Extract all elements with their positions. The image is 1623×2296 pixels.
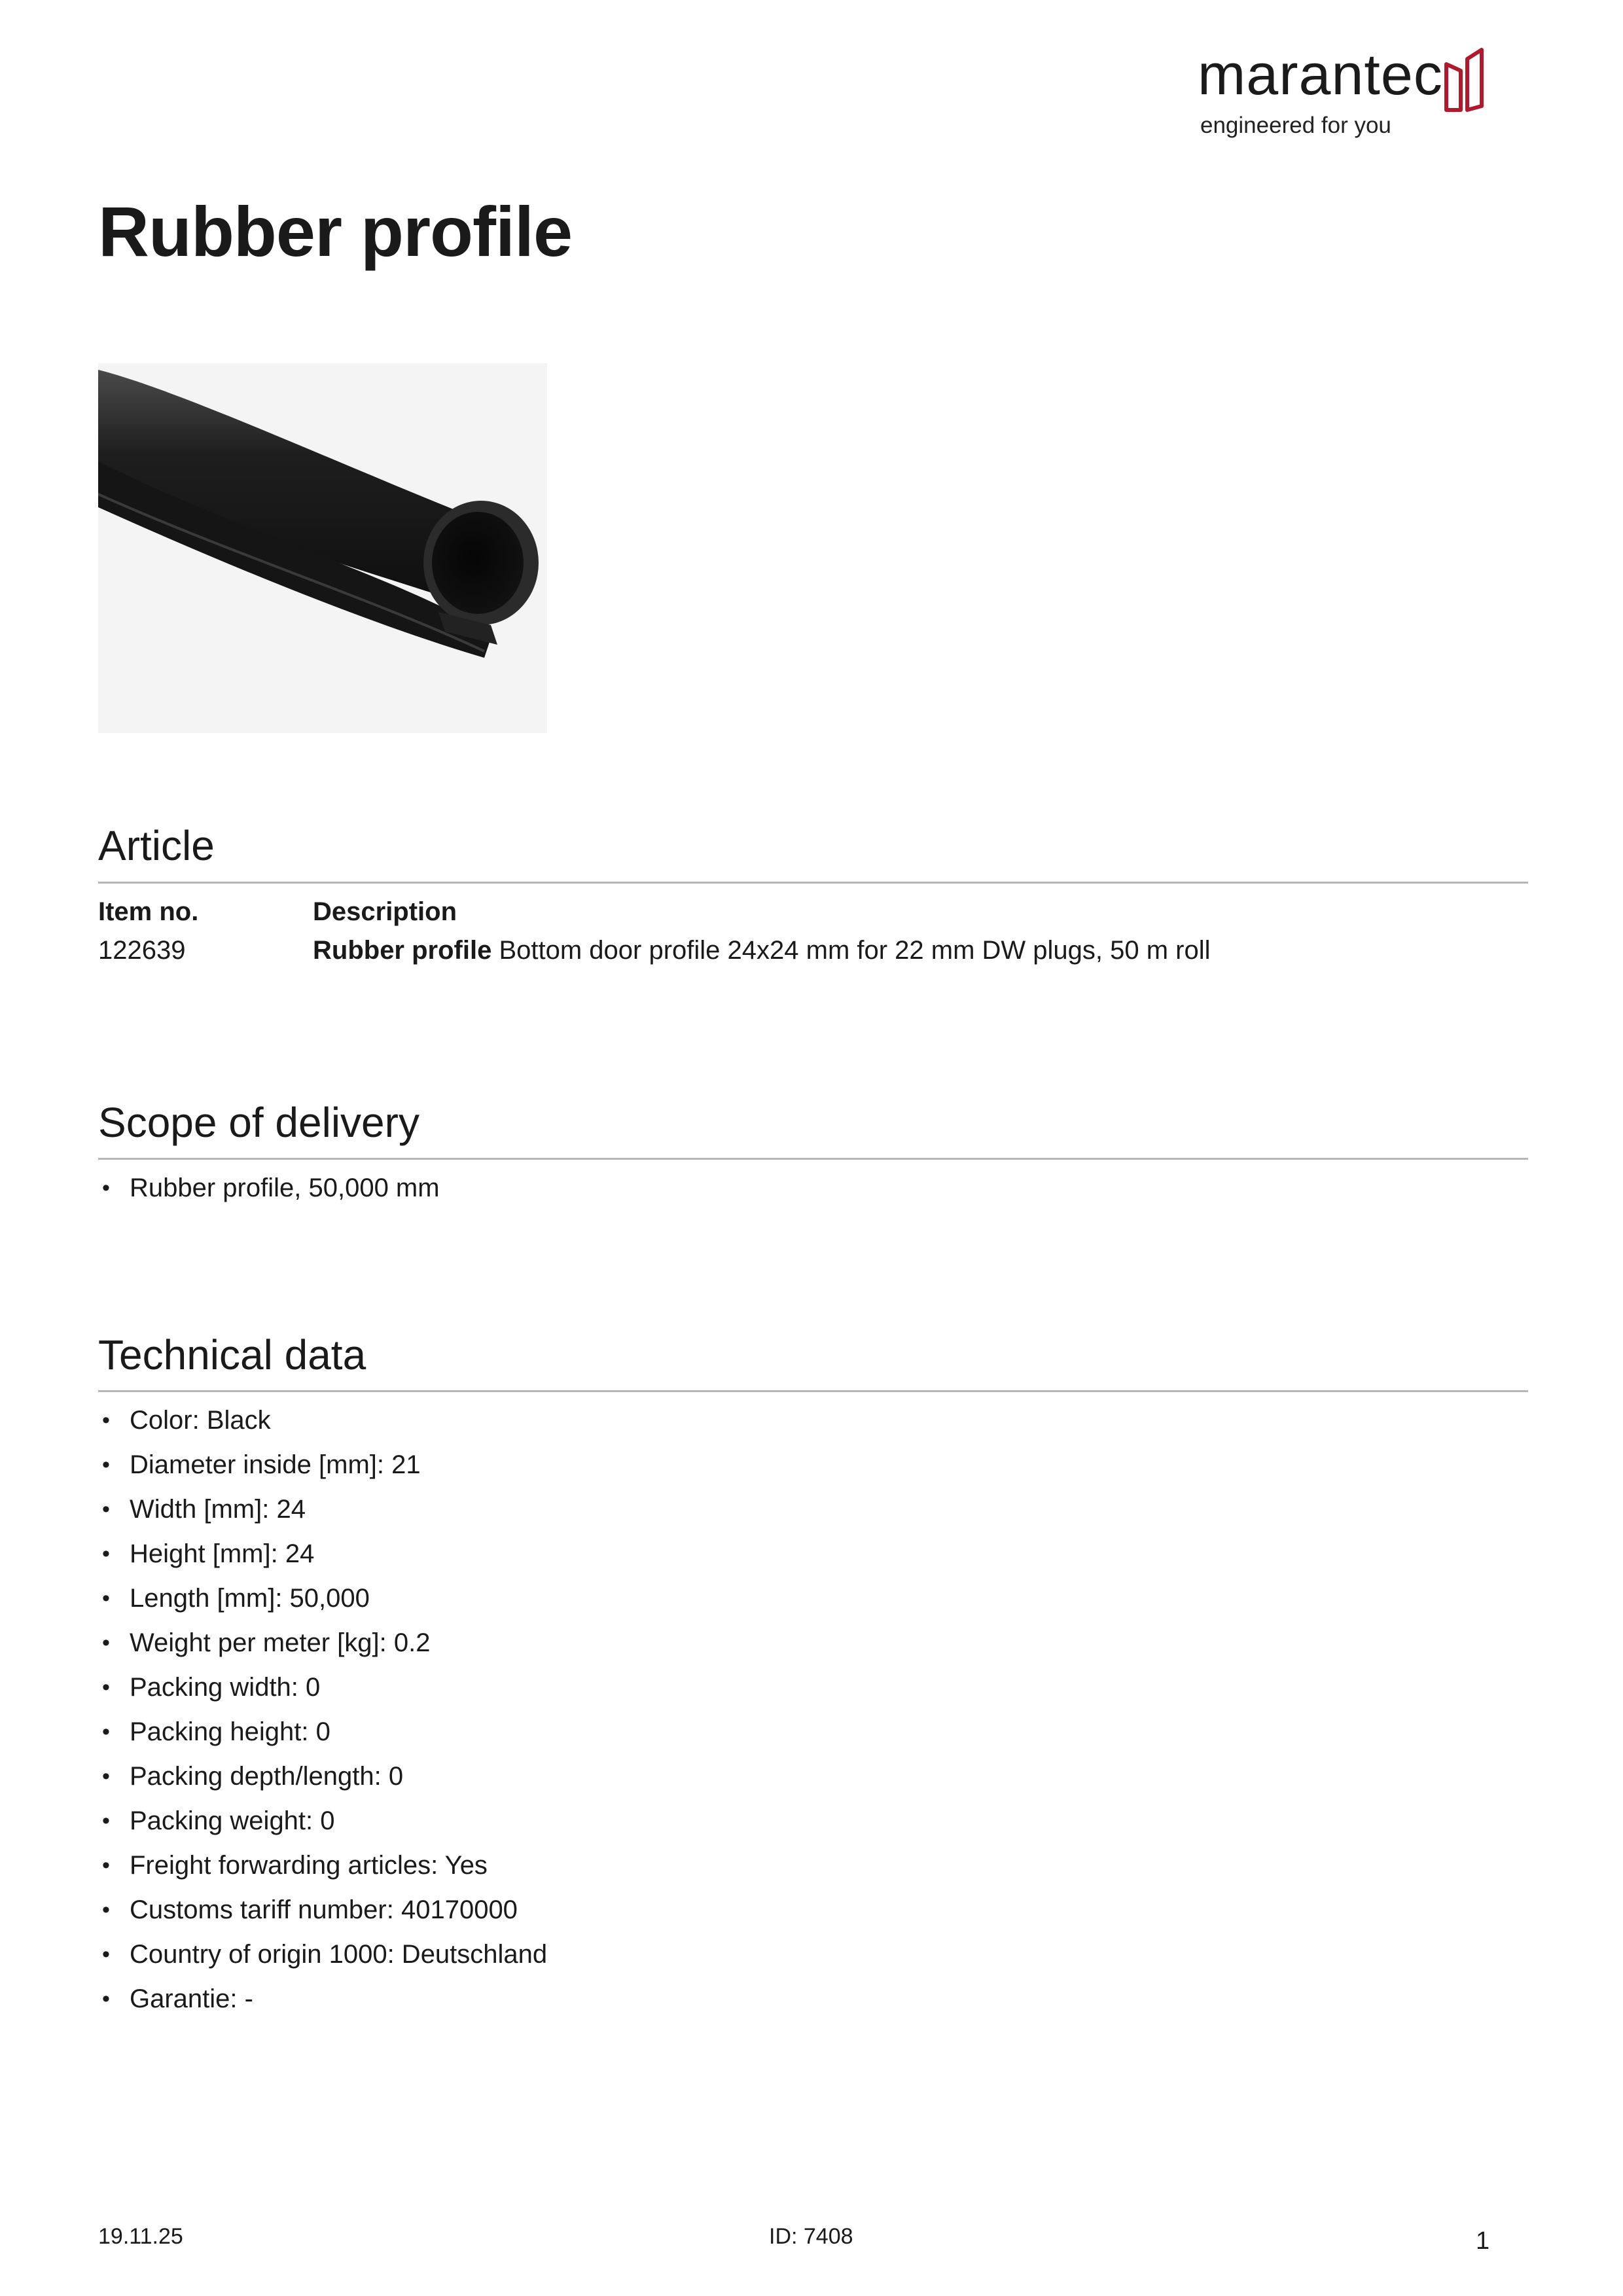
list-item: • Packing weight: 0 [98, 1799, 547, 1843]
list-item: • Country of origin 1000: Deutschland [98, 1932, 547, 1977]
list-item: • Packing depth/length: 0 [98, 1754, 547, 1799]
article-name: Rubber profile [313, 936, 492, 965]
list-item: • Packing width: 0 [98, 1665, 547, 1710]
footer-date: 19.11.25 [98, 2224, 183, 2249]
description-column-header: Description [313, 897, 457, 926]
article-divider [98, 882, 1528, 884]
list-item: • Length [mm]: 50,000 [98, 1576, 547, 1621]
scope-heading: Scope of delivery [98, 1099, 419, 1146]
list-item: • Color: Black [98, 1398, 547, 1443]
item-no-column-header: Item no. [98, 897, 199, 926]
list-item: • Diameter inside [mm]: 21 [98, 1443, 547, 1487]
list-item: • Garantie: - [98, 1977, 547, 2021]
list-item: • Height [mm]: 24 [98, 1532, 547, 1576]
list-item: • Rubber profile, 50,000 mm [98, 1166, 440, 1210]
item-number: 122639 [98, 936, 186, 965]
marantec-door-logo-icon [1441, 46, 1500, 118]
brand-tagline: engineered for you [1200, 113, 1391, 138]
scope-divider [98, 1158, 1528, 1160]
footer-id: ID: 7408 [769, 2224, 853, 2249]
list-item: • Freight forwarding articles: Yes [98, 1843, 547, 1888]
article-heading: Article [98, 822, 215, 869]
list-item: • Packing height: 0 [98, 1710, 547, 1754]
technical-divider [98, 1390, 1528, 1392]
list-item: • Width [mm]: 24 [98, 1487, 547, 1532]
page-number: 1 [1476, 2227, 1490, 2255]
article-description-text: Bottom door profile 24x24 mm for 22 mm DW plugs, 50 m roll [499, 936, 1211, 965]
rubber-profile-photo [98, 363, 547, 733]
brand-logo [1198, 42, 1512, 151]
article-description [313, 937, 1211, 963]
brand-name: marantec [1198, 42, 1443, 107]
technical-heading: Technical data [98, 1331, 366, 1378]
page-title: Rubber profile [98, 192, 573, 271]
technical-list [98, 1398, 547, 2021]
list-item: • Weight per meter [kg]: 0.2 [98, 1621, 547, 1665]
list-item: • Customs tariff number: 40170000 [98, 1888, 547, 1932]
rubber-profile-illustration [98, 363, 547, 733]
scope-list [98, 1166, 440, 1210]
